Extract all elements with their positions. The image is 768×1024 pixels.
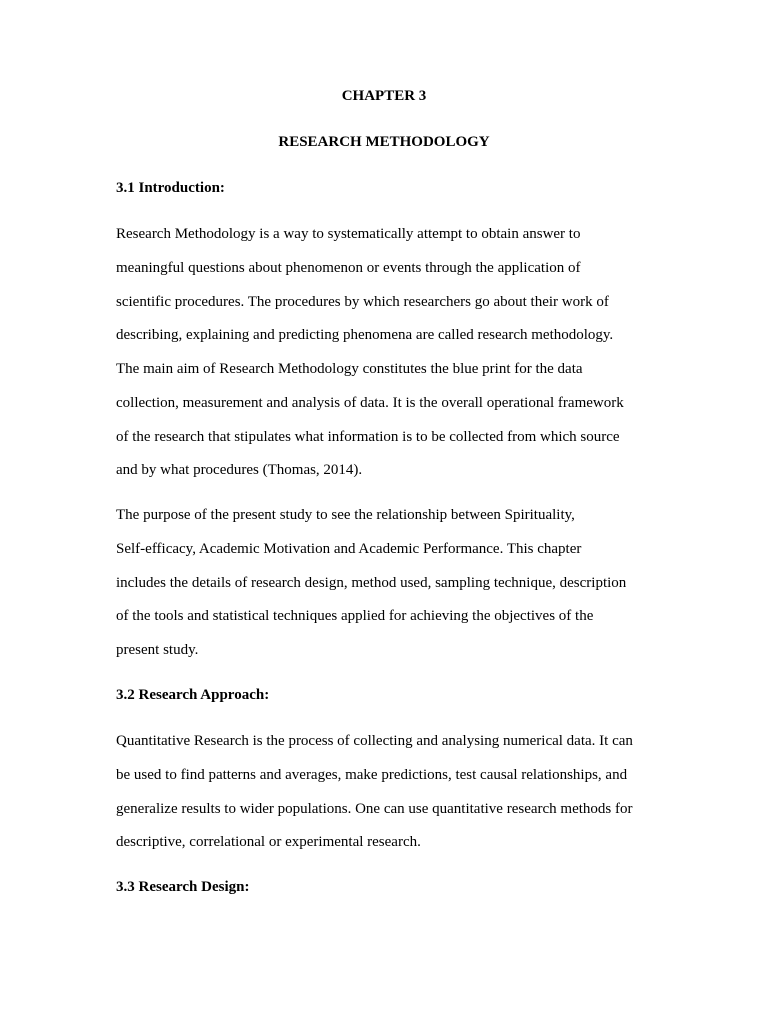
paragraph-line: Research Methodology is a way to systematically attempt to obtain answer to [116,226,581,242]
paragraph-introduction-1 [116,224,656,494]
section-heading-introduction: 3.1 Introduction: [116,180,225,196]
paragraph-line: of the research that stipulates what information is to be collected from which source [116,428,620,445]
paragraph-line: includes the details of research design, method used, sampling technique, description [116,574,627,591]
paragraph-line: describing, explaining and predicting phenomena are called research methodology. [116,327,614,344]
chapter-title: RESEARCH METHODOLOGY [278,134,490,150]
chapter-number: CHAPTER 3 [341,88,427,104]
paragraph-line: meaningful questions about phenomenon or events through the application of [116,259,581,276]
paragraph-line: The main aim of Research Methodology constitutes the blue print for the data [116,361,583,377]
paragraph-line: Self-efficacy, Academic Motivation and Academic Performance. This chapter [116,540,582,557]
paragraph-research-approach [116,731,656,866]
paragraph-line: collection, measurement and analysis of data. It is the overall operational framework [116,394,624,411]
paragraph-line: scientific procedures. The procedures by which researchers go about their work of [116,293,609,310]
section-heading-research-design: 3.3 Research Design: [116,879,250,895]
paragraph-line: Quantitative Research is the process of collecting and analysing numerical data. It can [116,733,633,749]
paragraph-line: The purpose of the present study to see the relationship between Spirituality, [116,507,575,523]
paragraph-line: and by what procedures (Thomas, 2014). [116,462,363,479]
section-heading-research-approach: 3.2 Research Approach: [116,687,270,703]
paragraph-line: generalize results to wider populations. One can use quantitative research methods for [116,800,633,817]
paragraph-line: present study. [116,642,199,658]
paragraph-line: of the tools and statistical techniques applied for achieving the objectives of the [116,608,594,625]
paragraph-introduction-2 [116,505,656,674]
paragraph-line: descriptive, correlational or experimental research. [116,834,421,851]
paragraph-line: be used to find patterns and averages, make predictions, test causal relationships, and [116,766,628,783]
